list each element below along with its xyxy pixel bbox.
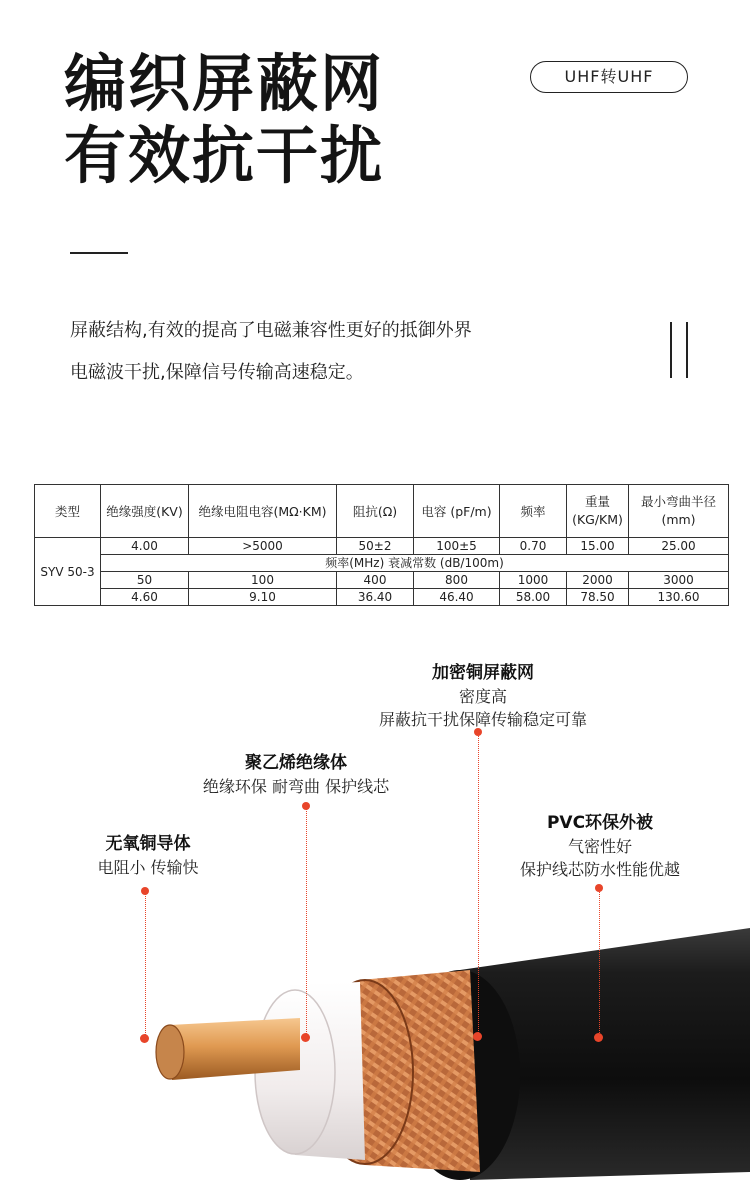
table-header [567, 485, 629, 538]
table-header: 频率 [500, 485, 567, 538]
table-cell: 50±2 [337, 538, 414, 555]
table-header-label: 重量(KG/KM) [572, 494, 623, 527]
connector-type-pill: UHF转UHF [530, 61, 688, 93]
table-header: 绝缘强度(KV) [101, 485, 189, 538]
table-row [35, 589, 729, 606]
leader-dot [141, 887, 149, 895]
table-header: 电容 (pF/m) [414, 485, 500, 538]
table-row [35, 538, 729, 555]
callout-title: 加密铜屏蔽网 [432, 663, 534, 683]
coax-cable-illustration [0, 910, 750, 1200]
table-cell: 2000 [567, 572, 629, 589]
table-cell: 15.00 [567, 538, 629, 555]
callout-title: PVC环保外被 [546, 813, 654, 833]
table-cell: 50 [101, 572, 189, 589]
decor-bar [670, 322, 672, 378]
table-cell: 25.00 [629, 538, 729, 555]
callout-jacket [508, 812, 692, 881]
callout-text: 保护线芯防水性能优越 [519, 860, 680, 879]
leader-line [306, 807, 307, 1034]
conductor-end [156, 1025, 184, 1079]
headline-line-2: 有效抗干扰 [64, 119, 385, 192]
table-cell: 3000 [629, 572, 729, 589]
table-cell: 100 [189, 572, 337, 589]
leader-line [599, 889, 600, 1037]
callout-text: 电阻小 传输快 [97, 858, 199, 877]
table-header-label: 最小弯曲半径(mm) [640, 494, 716, 527]
type-cell: SYV 50-3 [35, 538, 101, 606]
table-cell: 100±5 [414, 538, 500, 555]
decor-bar [686, 322, 688, 378]
table-cell: >5000 [189, 538, 337, 555]
table-cell: 4.00 [101, 538, 189, 555]
table-cell: 78.50 [567, 589, 629, 606]
leader-line [145, 892, 146, 1035]
callout-title: 无氧铜导体 [105, 834, 191, 854]
table-cell: 4.60 [101, 589, 189, 606]
leader-dot [595, 884, 603, 892]
attenuation-title: 频率(MHz) 衰减常数 (dB/100m) [101, 555, 729, 572]
table-cell: 400 [337, 572, 414, 589]
conductor-dot [140, 1034, 149, 1043]
table-header: 阻抗(Ω) [337, 485, 414, 538]
table-cell: 130.60 [629, 589, 729, 606]
table-cell: 0.70 [500, 538, 567, 555]
table-row [35, 572, 729, 589]
table-cell: 46.40 [414, 589, 500, 606]
table-cell: 1000 [500, 572, 567, 589]
divider [70, 252, 128, 254]
jacket-dot [594, 1033, 603, 1042]
description [70, 310, 630, 394]
leader-dot [302, 802, 310, 810]
callout-text: 密度高 [458, 687, 507, 706]
description-line-1: 屏蔽结构,有效的提高了电磁兼容性更好的抵御外界 [70, 320, 472, 341]
table-cell: 36.40 [337, 589, 414, 606]
table-header: 绝缘电阻电容(MΩ·KM) [189, 485, 337, 538]
callout-text: 绝缘环保 耐弯曲 保护线芯 [202, 777, 390, 796]
table-row [35, 555, 729, 572]
callout-shield [364, 662, 602, 731]
table-cell: 9.10 [189, 589, 337, 606]
table-cell: 58.00 [500, 589, 567, 606]
headline-line-1: 编织屏蔽网 [64, 47, 385, 120]
shield-dot [473, 1032, 482, 1041]
description-line-2: 电磁波干扰,保障信号传输高速稳定。 [70, 362, 364, 383]
table-header [629, 485, 729, 538]
spec-table [34, 484, 729, 606]
leader-line [478, 733, 479, 1037]
table-header: 类型 [35, 485, 101, 538]
callout-insulation [200, 752, 392, 798]
headline [64, 48, 384, 192]
callout-title: 聚乙烯绝缘体 [245, 753, 347, 773]
table-header-row [35, 485, 729, 538]
insulation-dot [301, 1033, 310, 1042]
table-cell: 800 [414, 572, 500, 589]
callout-text: 气密性好 [567, 837, 632, 856]
callout-conductor [96, 833, 200, 879]
callout-text: 屏蔽抗干扰保障传输稳定可靠 [378, 710, 587, 729]
